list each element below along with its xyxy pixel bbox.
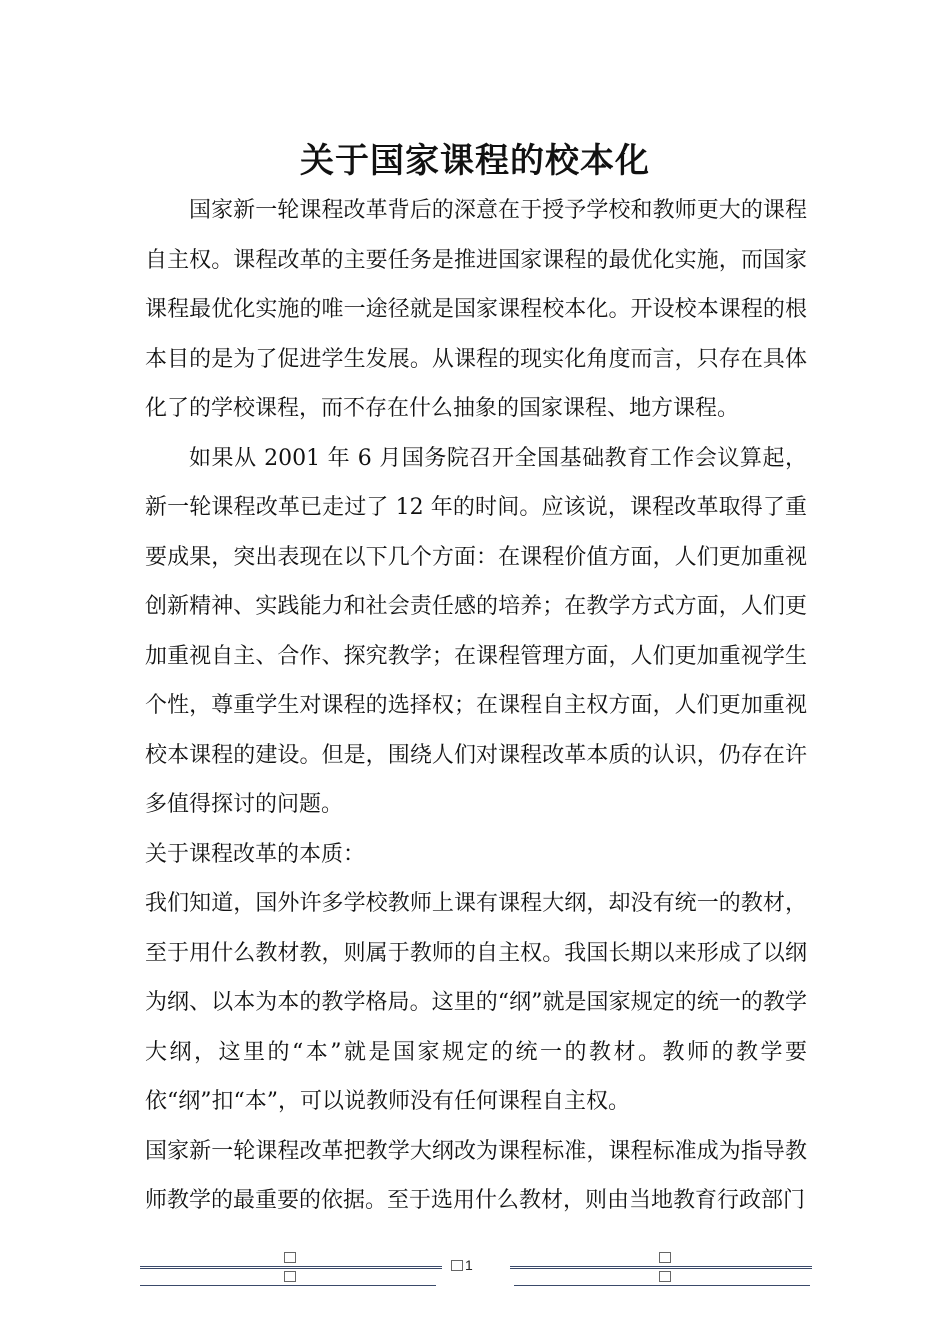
page-footer [0, 1244, 950, 1294]
placeholder-glyph-icon [659, 1252, 671, 1263]
footer-rule-left-top [140, 1266, 442, 1269]
document-title: 关于国家课程的校本化 [300, 140, 650, 181]
paragraph-1: 国家新一轮课程改革背后的深意在于授予学校和教师更大的课程自主权。课程改革的主要任务是推进国家课程的最优化实施，而国家课程最优化实施的唯一途径就是国家课程校本化。开设校本课程的根本目的是为了促进学生发展。从课程的现实化角度而言，只存在具体化了的学校课程，而不存在什么抽象的国家课程、地方课程。 [145, 198, 807, 421]
section-heading: 关于课程改革的本质： [145, 841, 366, 867]
footer-rule-right-top [510, 1266, 812, 1269]
placeholder-glyph-icon [284, 1252, 296, 1263]
placeholder-glyph-icon [659, 1271, 671, 1282]
footer-rule-left-bottom [140, 1285, 436, 1286]
placeholder-glyph-icon [451, 1260, 463, 1271]
page-number-text: 1 [465, 1257, 473, 1273]
paragraph-3: 我们知道，国外许多学校教师上课有课程大纲，却没有统一的教材，至于用什么教材教，则属于教师的自主权。我国长期以来形成了以纲为纲、以本为本的教学格局。这里的“纲”就是国家规定的统一的教学大纲，这里的“本”就是国家规定的统一的教材。教师的教学要依“纲”扣“本”，可以说教师没有任何课程自主权。 [145, 891, 807, 1114]
placeholder-glyph-icon [284, 1271, 296, 1282]
paragraph-4: 国家新一轮课程改革把教学大纲改为课程标准，课程标准成为指导教师教学的最重要的依据。至于选用什么教材，则由当地教育行政部门 [145, 1138, 807, 1213]
page-number [451, 1256, 473, 1274]
document-body [145, 186, 807, 1226]
paragraph-2: 如果从 2001 年 6 月国务院召开全国基础教育工作会议算起，新一轮课程改革已走过了 12 年的时间。应该说，课程改革取得了重要成果，突出表现在以下几个方面：在课程价值方面，人们更加重视创新精神、实践能力和社会责任感的培养；在教学方式方面，人们更加重视自主、合作、探究教学；在课程管理方面，人们更加重视学生个性，尊重学生对课程的选择权；在课程自主权方面，人们更加重视校本课程的建设。但是，围绕人们对课程改革本质的认识，仍存在许多值得探讨的问题。 [145, 445, 807, 817]
footer-rule-right-bottom [514, 1285, 810, 1286]
